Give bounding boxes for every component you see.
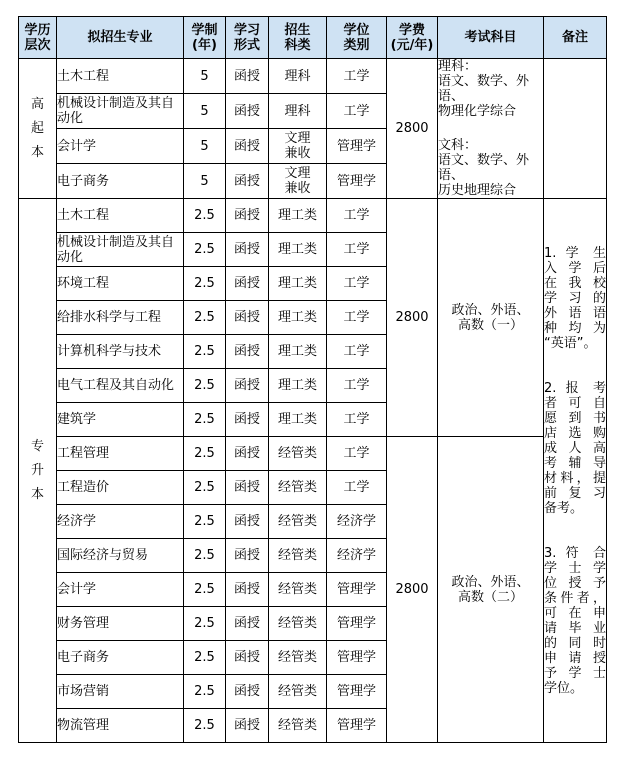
degree-cell: 工学 [327,267,387,301]
fee-cell-group3: 2800 [387,437,438,743]
category-cell: 理工类 [269,301,327,335]
major-cell: 电子商务 [57,164,184,199]
degree-cell: 管理学 [327,709,387,743]
major-cell: 工程管理 [57,437,184,471]
years-cell: 2.5 [184,675,226,709]
major-cell: 物流管理 [57,709,184,743]
mode-cell: 函授 [226,233,269,267]
table-row [19,437,607,471]
degree-cell: 工学 [327,403,387,437]
mode-cell: 函授 [226,505,269,539]
degree-cell: 管理学 [327,164,387,199]
mode-cell: 函授 [226,709,269,743]
section-gaoqiben: 高起本 [19,59,57,199]
subjects-zsb-economics: 政治、外语、 高数（二） [438,437,544,743]
degree-cell: 工学 [327,437,387,471]
category-cell: 理工类 [269,267,327,301]
mode-cell: 函授 [226,675,269,709]
category-cell: 理科 [269,59,327,94]
fee-cell-group1: 2800 [387,59,438,199]
major-cell: 财务管理 [57,607,184,641]
mode-cell: 函授 [226,369,269,403]
years-cell: 2.5 [184,403,226,437]
major-cell: 市场营销 [57,675,184,709]
category-cell: 理工类 [269,233,327,267]
category-cell: 经管类 [269,675,327,709]
degree-cell: 工学 [327,233,387,267]
years-cell: 2.5 [184,709,226,743]
years-cell: 2.5 [184,335,226,369]
mode-cell: 函授 [226,59,269,94]
degree-cell: 工学 [327,94,387,129]
header-mode: 学习 形式 [226,17,269,59]
header-row [19,17,607,59]
degree-cell: 管理学 [327,641,387,675]
years-cell: 2.5 [184,539,226,573]
degree-cell: 管理学 [327,675,387,709]
major-cell: 机械设计制造及其自动化 [57,94,184,129]
mode-cell: 函授 [226,129,269,164]
category-cell: 理工类 [269,199,327,233]
years-cell: 2.5 [184,641,226,675]
mode-cell: 函授 [226,607,269,641]
years-cell: 5 [184,59,226,94]
mode-cell: 函授 [226,267,269,301]
degree-cell: 工学 [327,335,387,369]
major-cell: 电子商务 [57,641,184,675]
header-degree: 学位 类别 [327,17,387,59]
header-category: 招生 科类 [269,17,327,59]
major-cell: 经济学 [57,505,184,539]
years-cell: 5 [184,129,226,164]
header-major: 拟招生专业 [57,17,184,59]
years-cell: 2.5 [184,199,226,233]
mode-cell: 函授 [226,437,269,471]
degree-cell: 管理学 [327,607,387,641]
table-row [19,59,607,94]
degree-cell: 管理学 [327,129,387,164]
mode-cell: 函授 [226,94,269,129]
category-cell: 经管类 [269,607,327,641]
degree-cell: 经济学 [327,539,387,573]
major-cell: 计算机科学与技术 [57,335,184,369]
years-cell: 5 [184,164,226,199]
years-cell: 2.5 [184,607,226,641]
major-cell: 环境工程 [57,267,184,301]
category-cell: 经管类 [269,437,327,471]
years-cell: 2.5 [184,233,226,267]
mode-cell: 函授 [226,539,269,573]
mode-cell: 函授 [226,403,269,437]
category-cell: 经管类 [269,539,327,573]
category-cell: 理工类 [269,335,327,369]
category-cell: 文理兼收 [269,164,327,199]
category-cell: 理工类 [269,369,327,403]
major-cell: 土木工程 [57,199,184,233]
header-fee: 学费 (元/年) [387,17,438,59]
subjects-gaoqiben: 理科： 语文、数学、外语、 物理化学综合 文科： 语文、数学、外语、 历史地理综合 [438,59,544,199]
category-cell: 文理兼收 [269,129,327,164]
degree-cell: 工学 [327,471,387,505]
mode-cell: 函授 [226,641,269,675]
table-row [19,199,607,233]
notes-spacer [544,59,607,199]
category-cell: 经管类 [269,573,327,607]
years-cell: 2.5 [184,471,226,505]
category-cell: 经管类 [269,709,327,743]
major-cell: 给排水科学与工程 [57,301,184,335]
mode-cell: 函授 [226,301,269,335]
degree-cell: 工学 [327,301,387,335]
header-subjects: 考试科目 [438,17,544,59]
category-cell: 理工类 [269,403,327,437]
mode-cell: 函授 [226,471,269,505]
major-cell: 国际经济与贸易 [57,539,184,573]
degree-cell: 工学 [327,369,387,403]
enrollment-table [18,16,607,743]
major-cell: 会计学 [57,573,184,607]
years-cell: 2.5 [184,301,226,335]
major-cell: 土木工程 [57,59,184,94]
years-cell: 2.5 [184,437,226,471]
mode-cell: 函授 [226,335,269,369]
category-cell: 理科 [269,94,327,129]
major-cell: 会计学 [57,129,184,164]
years-cell: 2.5 [184,573,226,607]
years-cell: 2.5 [184,505,226,539]
years-cell: 5 [184,94,226,129]
major-cell: 建筑学 [57,403,184,437]
category-cell: 经管类 [269,505,327,539]
fee-cell-group2: 2800 [387,199,438,437]
notes-cell: 1. 学 生 入学后 在我校 学习的 外语语 种均为 “英语”。 2. 报 考 者可自 愿到书 店选购 成人高 考辅导 材料，提 前复习 备考。 3. 符 合 学士学 位授予 条件者， 可在申 请毕业 的同时 申请授 予学士 学位。 [544,199,607,743]
header-notes: 备注 [544,17,607,59]
mode-cell: 函授 [226,164,269,199]
major-cell: 电气工程及其自动化 [57,369,184,403]
degree-cell: 工学 [327,199,387,233]
subjects-zsb-engineering: 政治、外语、 高数（一） [438,199,544,437]
major-cell: 机械设计制造及其自动化 [57,233,184,267]
category-cell: 经管类 [269,471,327,505]
header-level: 学历 层次 [19,17,57,59]
degree-cell: 管理学 [327,573,387,607]
years-cell: 2.5 [184,267,226,301]
degree-cell: 经济学 [327,505,387,539]
category-cell: 经管类 [269,641,327,675]
mode-cell: 函授 [226,573,269,607]
major-cell: 工程造价 [57,471,184,505]
mode-cell: 函授 [226,199,269,233]
degree-cell: 工学 [327,59,387,94]
header-years: 学制 (年) [184,17,226,59]
section-zhuanshengben: 专升本 [19,199,57,743]
years-cell: 2.5 [184,369,226,403]
